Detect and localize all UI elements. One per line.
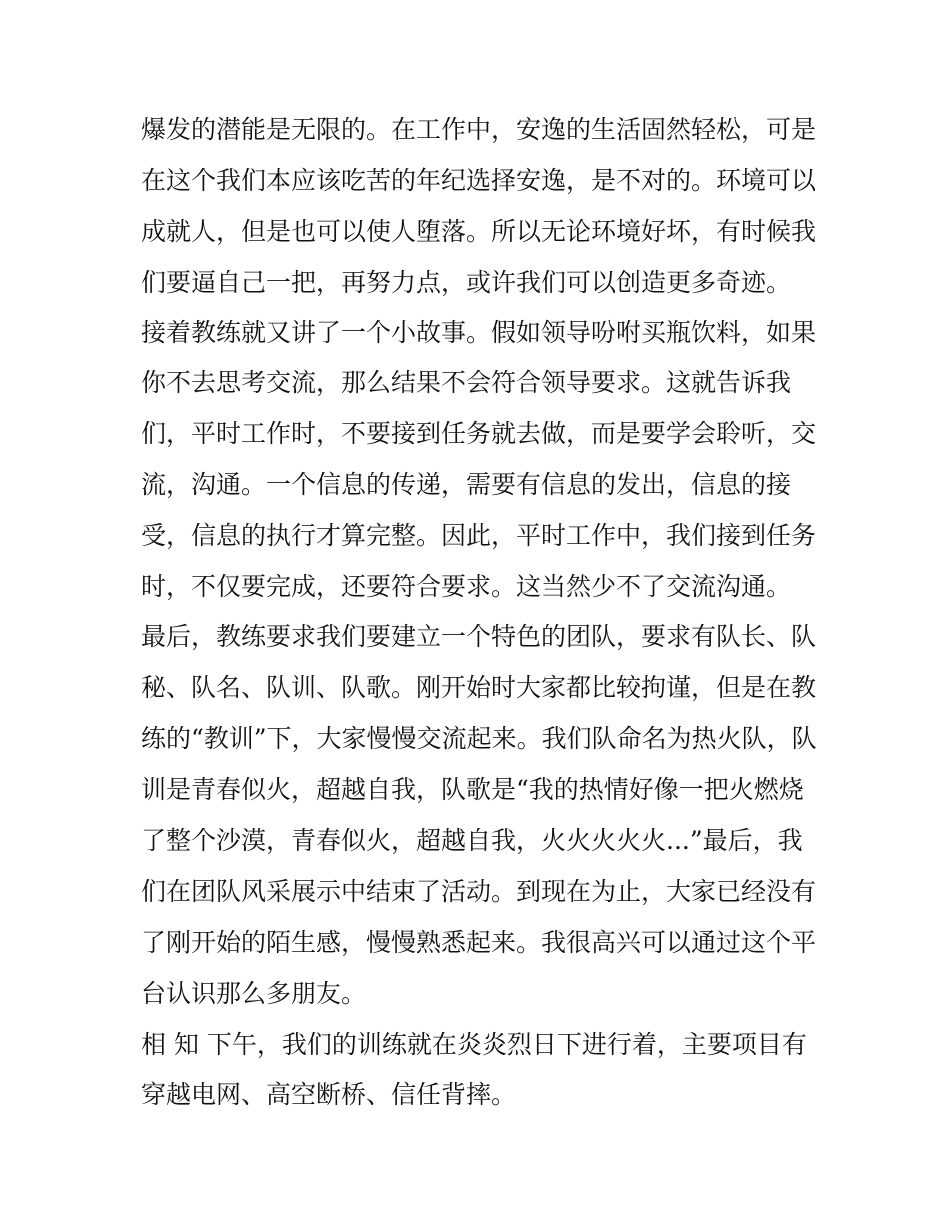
text-line: 相 知 下午，我们的训练就在炎炎烈日下进行着，主要项目有 <box>141 1030 807 1059</box>
text-line: 流，沟通。一个信息的传递，需要有信息的发出，信息的接 <box>141 470 792 499</box>
text-line: 在这个我们本应该吃苦的年纪选择安逸，是不对的。环境可以 <box>141 166 817 195</box>
text-line: 们在团队风采展示中结束了活动。到现在为止，大家已经没有 <box>141 877 817 906</box>
text-line: 们要逼自己一把，再努力点，或许我们可以创造更多奇迹。 <box>141 268 792 297</box>
text-line: 们，平时工作时，不要接到任务就去做，而是要学会聆听，交 <box>141 419 817 448</box>
text-line: 了刚开始的陌生感，慢慢熟悉起来。我很高兴可以通过这个平 <box>141 928 817 957</box>
text-line: 成就人，但是也可以使人堕落。所以无论环境好坏，有时候我 <box>141 217 817 246</box>
text-line: 你不去思考交流，那么结果不会符合领导要求。这就告诉我 <box>141 368 792 397</box>
text-line: 最后，教练要求我们要建立一个特色的团队，要求有队长、队 <box>141 622 817 651</box>
text-line: 时，不仅要完成，还要符合要求。这当然少不了交流沟通。 <box>141 572 792 601</box>
text-line: 接着教练就又讲了一个小故事。假如领导吩咐买瓶饮料，如果 <box>141 318 817 347</box>
text-line: 练的“教训”下，大家慢慢交流起来。我们队命名为热火队，队 <box>141 724 817 753</box>
text-line: 秘、队名、队训、队歌。刚开始时大家都比较拘谨，但是在教 <box>141 673 817 702</box>
text-line: 台认识那么多朋友。 <box>141 979 367 1008</box>
text-line: 了整个沙漠，青春似火，超越自我，火火火火火...”最后，我 <box>141 826 803 855</box>
text-line: 爆发的潜能是无限的。在工作中，安逸的生活固然轻松，可是 <box>141 115 817 144</box>
text-line: 受，信息的执行才算完整。因此，平时工作中，我们接到任务 <box>141 521 817 550</box>
text-line: 训是青春似火，超越自我，队歌是“我的热情好像一把火燃烧 <box>141 775 804 804</box>
text-line: 穿越电网、高空断桥、信任背摔。 <box>141 1080 517 1109</box>
